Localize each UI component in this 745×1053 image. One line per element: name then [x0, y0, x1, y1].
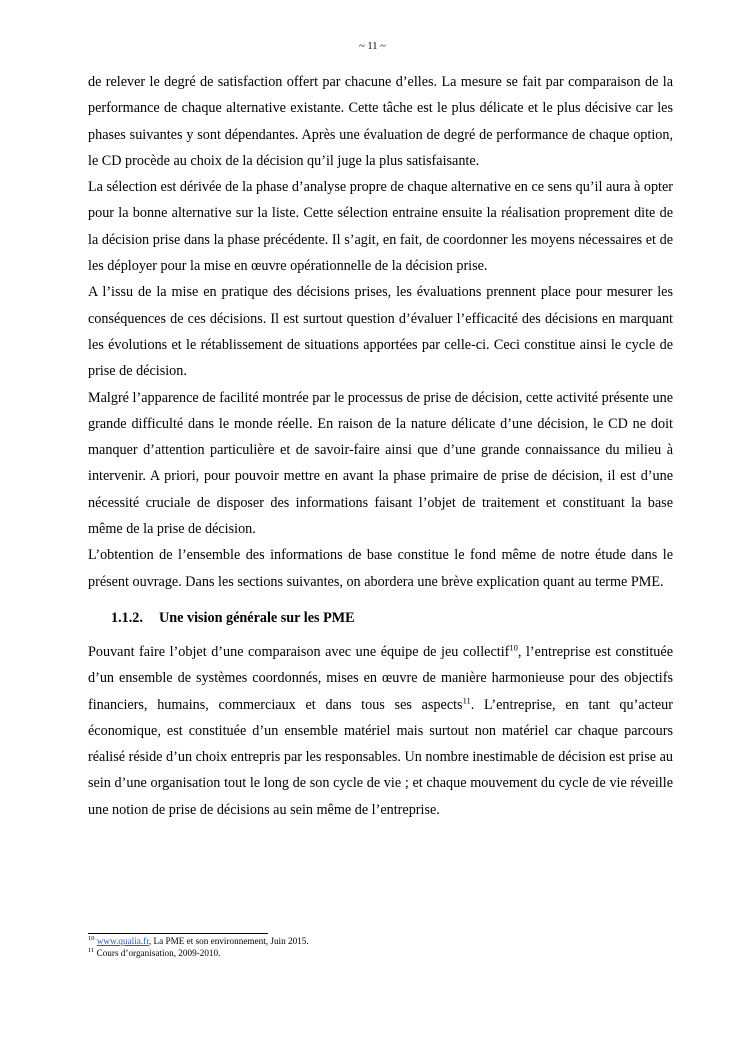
- footnote-10: [88, 936, 673, 948]
- document-body: [88, 69, 673, 823]
- footnote-number: 11: [88, 946, 95, 954]
- paragraph-1: de relever le degré de satisfaction offert par chacune d’elles. La mesure se fait par comparaison de la performance de chaque alternative existante. Cette tâche est le plus délicate et le plus décisive car les phases suivantes y sont dépendantes. Après une évaluation de degré de performance de chaque option, le CD procède au choix de la décision qu’il juge la plus satisfaisante.: [88, 74, 673, 169]
- section-paragraph: [88, 639, 673, 823]
- section-paragraph-text-2: , l’entreprise est constituée d’un ensemble de systèmes coordonnés, mises en œuvre de manière harmonieuse pour des objectifs financiers, humains, commerciaux et dans tous ses aspects: [88, 643, 673, 713]
- paragraph-5: L’obtention de l’ensemble des informations de base constitue le fond même de notre étude dans le présent ouvrage. Dans les sections suivantes, on abordera une brève explication quant au terme PME.: [88, 547, 673, 590]
- footnote-ref-11[interactable]: 11: [462, 694, 471, 705]
- footnote-ref-10[interactable]: 10: [509, 642, 518, 653]
- footnote-number: 10: [88, 934, 95, 942]
- footnote-separator: [88, 933, 268, 934]
- page-number: ~ 11 ~: [359, 41, 386, 52]
- section-heading: [111, 605, 673, 631]
- section-number: 1.1.2.: [111, 609, 143, 626]
- footnote-11: [88, 948, 673, 960]
- footnote-text: Cours d’organisation, 2009-2010.: [96, 947, 221, 958]
- paragraph-3: A l’issu de la mise en pratique des décisions prises, les évaluations prennent place pour mesurer les conséquences de ces décisions. Il est surtout question d’évaluer l’efficacité des décisions en marquant les évolutions et le rétablissement de situations apportées par celle-ci. Ceci constitue ainsi le cycle de prise de décision.: [88, 284, 673, 380]
- paragraph-2: La sélection est dérivée de la phase d’analyse propre de chaque alternative en ce sens qu’il aura à opter pour la bonne alternative sur la liste. Cette sélection entraine ensuite la réalisation proprement dite de la décision prise dans la phase précédente. Il s’agit, en fait, de coordonner les moyens nécessaires et de les déployer pour la mise en œuvre opérationnelle de la décision prise.: [88, 179, 673, 275]
- paragraph-4: Malgré l’apparence de facilité montrée par le processus de prise de décision, cette activité présente une grande difficulté dans le monde réelle. En raison de la nature délicate d’une décision, le CD ne doit manquer d’attention particulière et de savoir-faire ainsi que d’une grande connaissance du milieu à intervenir. A priori, pour pouvoir mettre en avant la phase primaire de prise de décision, il est d’une nécessité cruciale de disposer des informations faisant l’objet de traitement et constituant la base même de la prise de décision.: [88, 389, 673, 538]
- footnotes: [88, 933, 673, 959]
- section-paragraph-text-3: . L’entreprise, en tant qu’acteur économique, est constituée d’un ensemble matériel mais surtout non matériel car chaque parcours réalisé réside d’un choix entrepris par les responsables. Un nombre inestimable de décision est prise au sein d’une organisation tout le long de son cycle de vie ; et chaque mouvement du cycle de vie réveille une notion de prise de décisions au sein même de l’entreprise.: [88, 696, 673, 818]
- footnote-link[interactable]: www.qualia.fr: [96, 936, 149, 946]
- section-title: Une vision générale sur les PME: [159, 609, 355, 626]
- footnote-text: , La PME et son environnement, Juin 2015.: [148, 936, 309, 946]
- section-paragraph-text-1: Pouvant faire l’objet d’une comparaison avec une équipe de jeu collectif: [88, 643, 510, 660]
